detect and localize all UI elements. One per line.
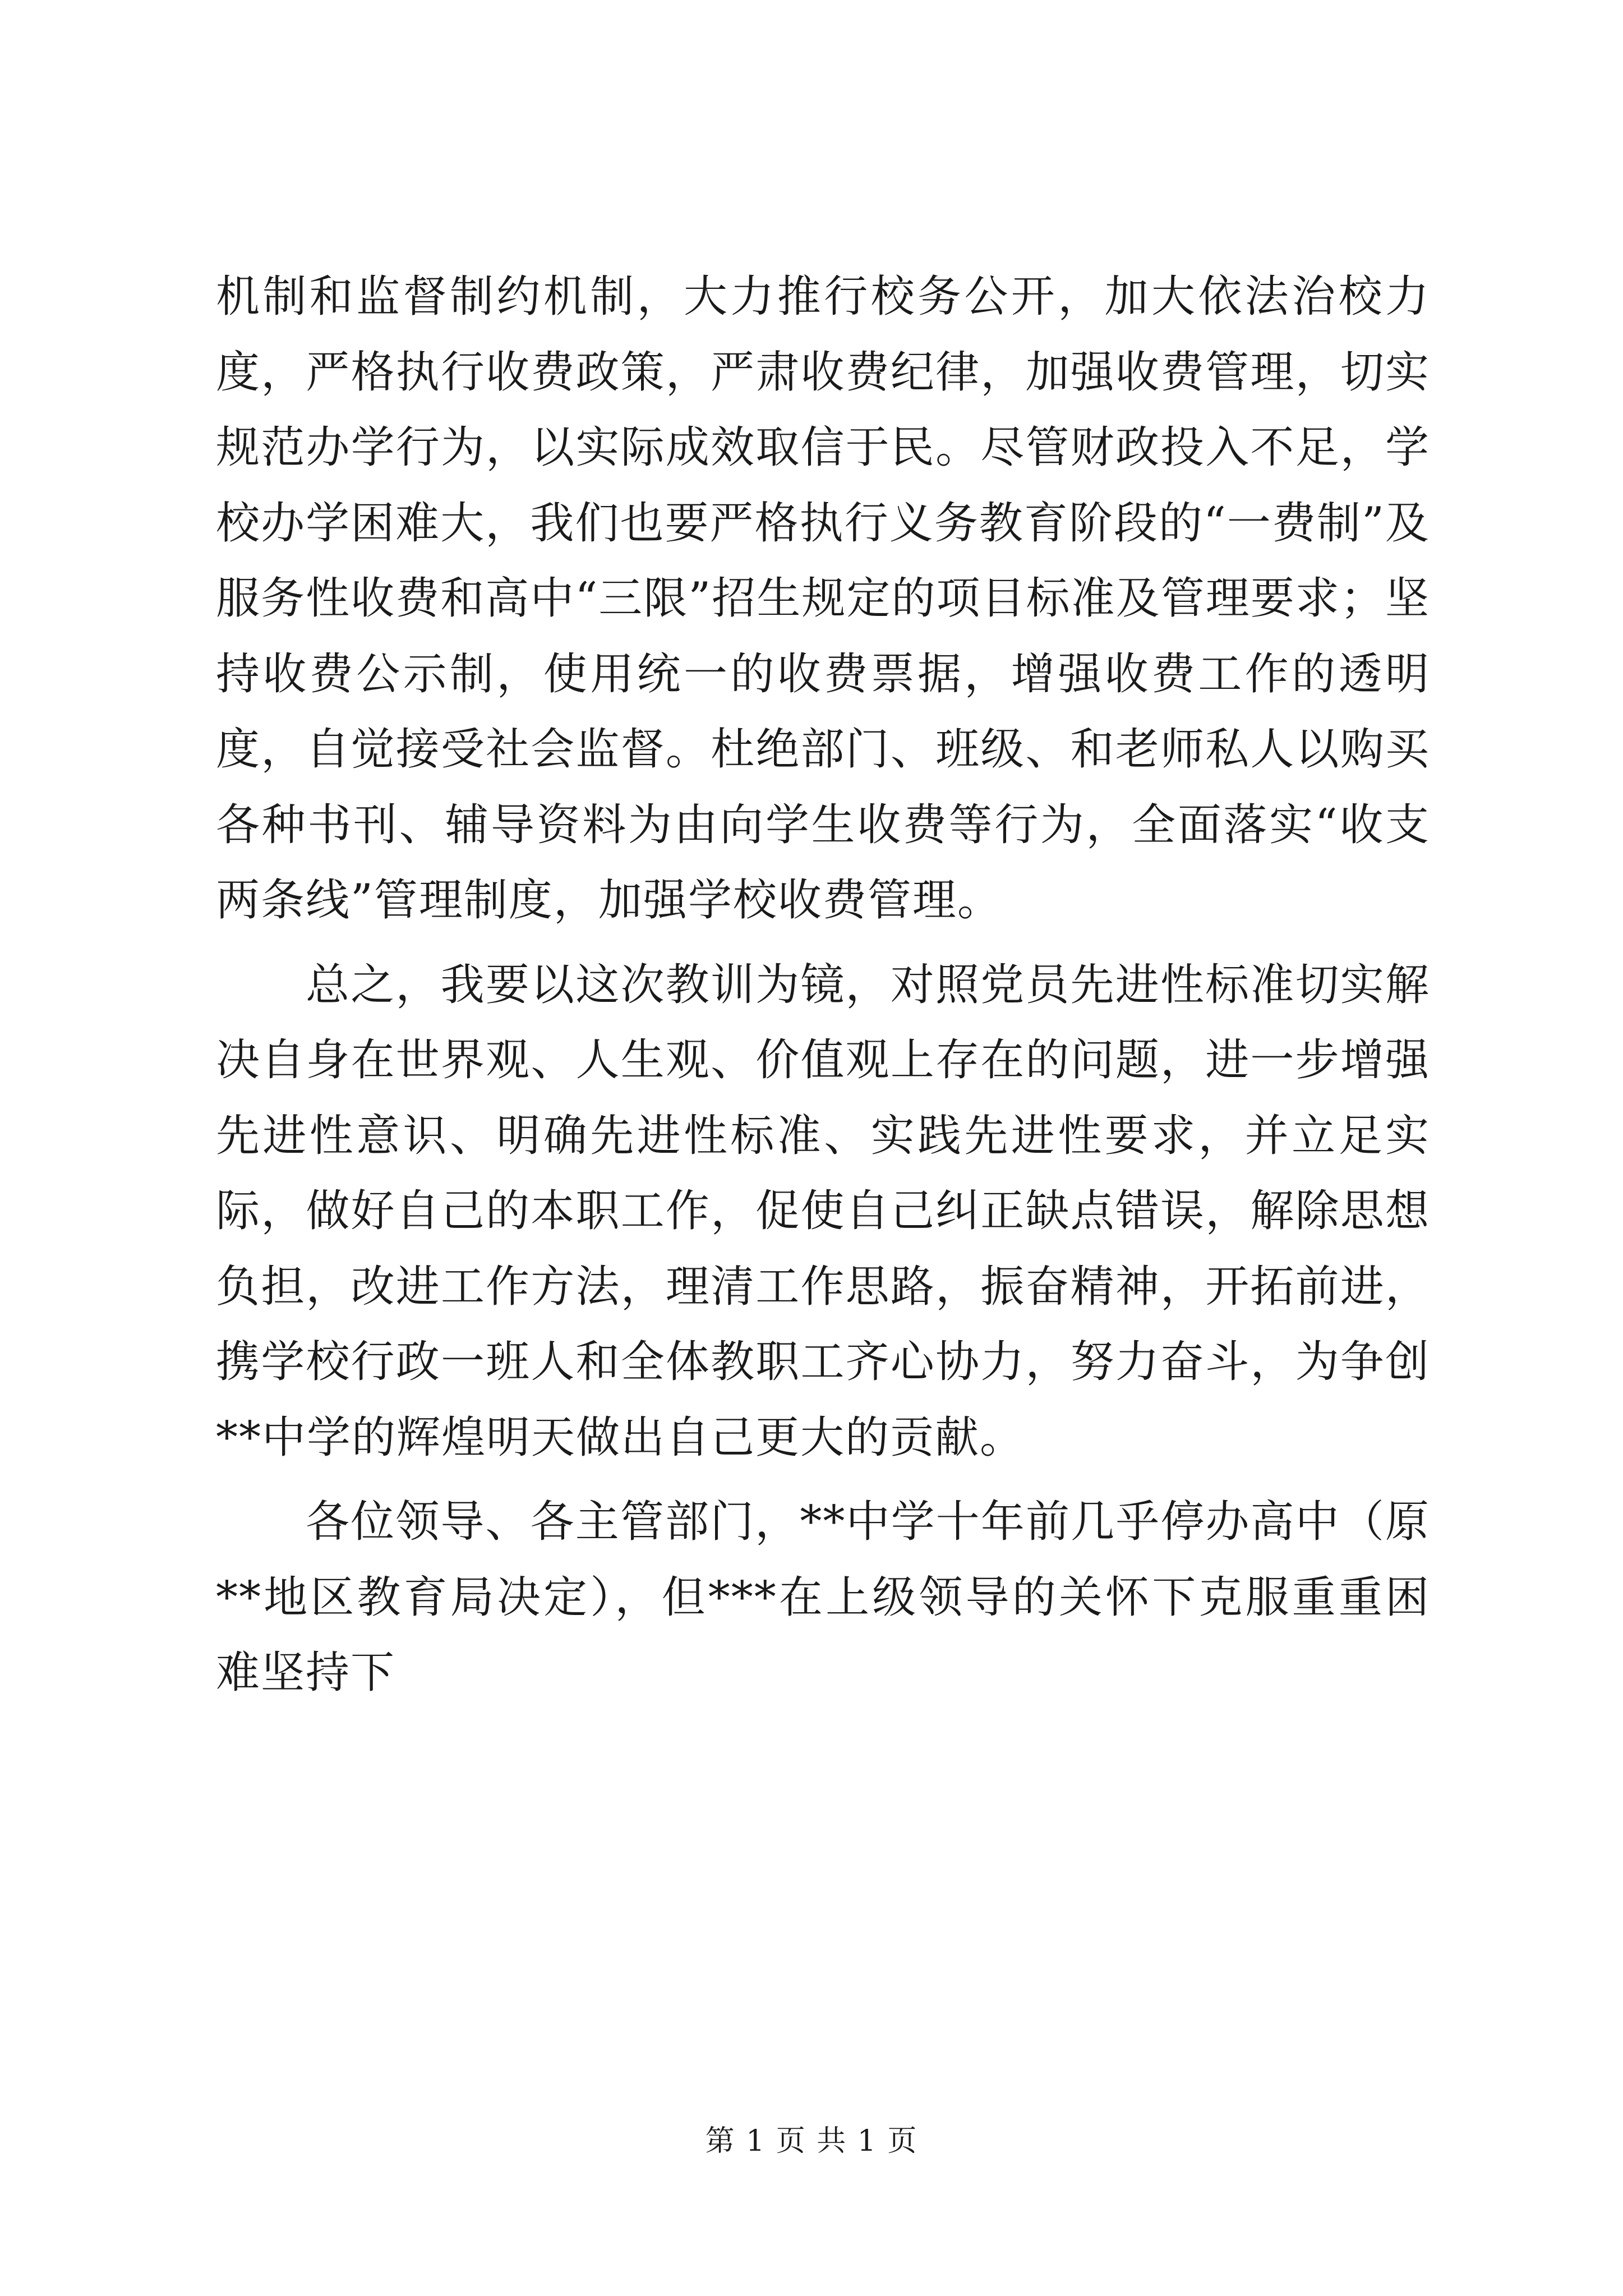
document-body <box>216 259 1430 1711</box>
page-number-footer: 第 1 页 共 1 页 <box>705 2124 918 2158</box>
paragraph-address: 各位领导、各主管部门，**中学十年前几乎停办高中（原**地区教育局决定），但***在上级领导的关怀下克服重重困难坚持下 <box>216 1497 1430 1698</box>
paragraph-continuation: 机制和监督制约机制，大力推行校务公开，加大依法治校力度，严格执行收费政策，严肃收费纪律，加强收费管理，切实规范办学行为，以实际成效取信于民。尽管财政投入不足，学校办学困难大，我们也要严格执行义务教育阶段的“一费制”及服务性收费和高中“三限”招生规定的项目标准及管理要求；坚持收费公示制，使用统一的收费票据，增强收费工作的透明度，自觉接受社会监督。杜绝部门、班级、和老师私人以购买各种书刊、辅导资料为由向学生收费等行为，全面落实“收支两条线”管理制度，加强学校收费管理。 <box>216 272 1430 926</box>
paragraph-summary: 总之，我要以这次教训为镜，对照党员先进性标准切实解决自身在世界观、人生观、价值观上存在的问题，进一步增强先进性意识、明确先进性标准、实践先进性要求，并立足实际，做好自己的本职工作，促使自己纠正缺点错误，解除思想负担，改进工作方法，理清工作思路，振奋精神，开拓前进，携学校行政一班人和全体教职工齐心协力，努力奋斗，为争创**中学的辉煌明天做出自己更大的贡献。 <box>216 959 1430 1463</box>
